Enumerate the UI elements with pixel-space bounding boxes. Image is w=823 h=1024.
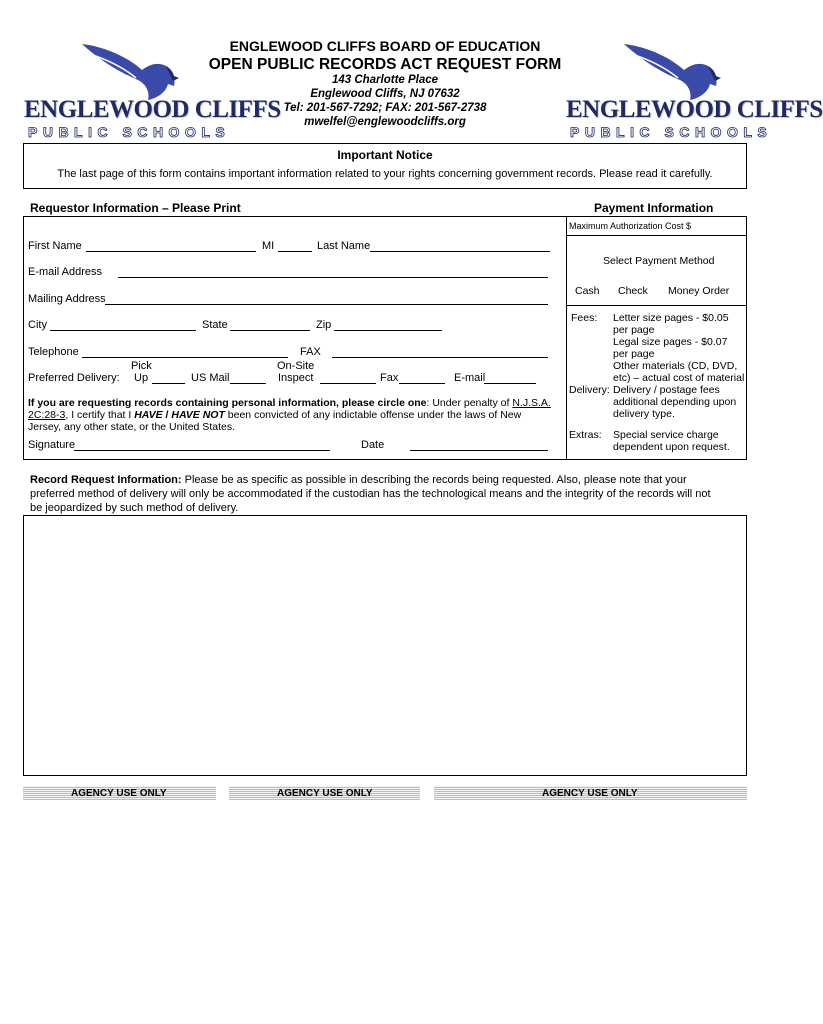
extras-label: Extras: (569, 429, 602, 441)
logo-right (566, 40, 823, 140)
date-field[interactable] (410, 450, 548, 451)
fees-line: Letter size pages - $0.05 (613, 312, 729, 324)
payment-divider (567, 305, 746, 306)
fees-list (613, 312, 744, 384)
city-label: City (28, 319, 47, 331)
personal-info-line-3: Jersey, any other state, or the United States. (28, 421, 235, 433)
telephone-label: Telephone (28, 346, 79, 358)
mailing-label: Mailing Address (28, 293, 106, 305)
payment-divider (567, 235, 746, 236)
fees-line: per page (613, 348, 655, 360)
fax-option-label: Fax (380, 372, 399, 384)
first-name-field[interactable] (86, 251, 256, 252)
first-name-label: First Name (28, 240, 82, 252)
eagle-icon (80, 40, 180, 102)
fees-line: per page (613, 324, 655, 336)
signature-label: Signature (28, 439, 76, 451)
zip-label: Zip (316, 319, 332, 331)
fax-label: FAX (300, 346, 321, 358)
address-line-1: 143 Charlotte Place (331, 74, 439, 86)
fees-label: Fees: (571, 312, 598, 324)
delivery-label: Delivery: (569, 384, 610, 396)
city-field[interactable] (50, 330, 196, 331)
delivery-line: additional depending upon (613, 396, 737, 408)
check-option[interactable]: Check (618, 285, 648, 297)
email-field[interactable] (118, 277, 548, 278)
extras-line: Special service charge (613, 429, 719, 441)
mi-label: MI (262, 240, 275, 252)
form-title: OPEN PUBLIC RECORDS ACT REQUEST FORM (208, 56, 562, 73)
delivery-list (613, 384, 736, 420)
mailing-field[interactable] (105, 304, 548, 305)
record-request-textarea[interactable] (23, 515, 747, 776)
contact-email: mwelfel@englewoodcliffs.org (304, 116, 466, 128)
inspect-label: Inspect (278, 372, 314, 384)
agency-use-block-2 (229, 786, 420, 800)
telephone-field[interactable] (82, 357, 288, 358)
signature-field[interactable] (74, 450, 330, 451)
last-name-field[interactable] (370, 251, 550, 252)
inspect-option[interactable] (320, 383, 376, 384)
fax-field[interactable] (332, 357, 548, 358)
fees-line: Legal size pages - $0.07 (613, 336, 728, 348)
logo-main-text: ENGLEWOOD CLIFFS (566, 96, 823, 123)
logo-sub-text: PUBLIC SCHOOLS (570, 124, 773, 140)
delivery-line: delivery type. (613, 408, 675, 420)
delivery-line: Delivery / postage fees (613, 384, 720, 396)
extras-line: dependent upon request. (613, 441, 730, 453)
logo-sub-text: PUBLIC SCHOOLS (28, 124, 231, 140)
notice-title: Important Notice (337, 148, 433, 162)
agency-use-label: AGENCY USE ONLY (71, 788, 167, 799)
email-label: E-mail Address (28, 266, 102, 278)
agency-use-label: AGENCY USE ONLY (277, 788, 373, 799)
payment-title: Payment Information (594, 201, 714, 215)
max-auth-label: Maximum Authorization Cost $ (569, 221, 692, 231)
address-line-2: Englewood Cliffs, NJ 07632 (310, 88, 460, 100)
select-payment-label: Select Payment Method (603, 255, 715, 267)
zip-field[interactable] (334, 330, 442, 331)
logo-main-text: ENGLEWOOD CLIFFS (24, 96, 281, 123)
mi-field[interactable] (278, 251, 312, 252)
fax-option[interactable] (399, 383, 445, 384)
pick-label: Pick (131, 360, 152, 372)
onsite-label: On-Site (277, 360, 315, 372)
org-name: ENGLEWOOD CLIFFS BOARD OF EDUCATION (229, 38, 541, 54)
agency-use-block-3 (434, 786, 747, 800)
personal-info-line-1: If you are requesting records containing personal information, please circle one: Under penalty of N.J.S.A. (28, 397, 551, 409)
record-request-line-1: Record Request Information: Please be as specific as possible in describing the records being requested. Also, please note that your (30, 474, 687, 486)
extras-list (613, 429, 730, 453)
us-mail-label: US Mail (191, 372, 230, 384)
requestor-title: Requestor Information – Please Print (30, 201, 241, 215)
payment-box (566, 216, 747, 460)
state-field[interactable] (230, 330, 310, 331)
important-notice-box (23, 143, 747, 189)
personal-info-line-2: 2C:28-3, I certify that I HAVE / HAVE NOT been convicted of any indictable offense under the laws of New (28, 409, 522, 421)
date-label: Date (361, 439, 385, 451)
logo-left (24, 40, 281, 140)
agency-use-block-1 (23, 786, 216, 800)
record-request-line-2: preferred method of delivery will only be accommodated if the custodian has the technological means and the integrity of the records will not (30, 488, 711, 500)
last-name-label: Last Name (317, 240, 371, 252)
agency-use-label: AGENCY USE ONLY (542, 788, 638, 799)
state-label: State (202, 319, 228, 331)
pickup-label: Up (134, 372, 149, 384)
have-not-option[interactable]: HAVE NOT (171, 409, 225, 421)
fees-line: Other materials (CD, DVD, (613, 360, 738, 372)
email-option-label: E-mail (454, 372, 486, 384)
pickup-option[interactable] (152, 383, 185, 384)
email-option[interactable] (484, 383, 536, 384)
contact-phone: Tel: 201-567-7292; FAX: 201-567-2738 (283, 102, 487, 114)
money-order-option[interactable]: Money Order (668, 285, 730, 297)
us-mail-option[interactable] (230, 383, 266, 384)
cash-option[interactable]: Cash (575, 285, 600, 297)
notice-text: The last page of this form contains important information related to your rights concerning government records. Please read it carefully. (57, 168, 713, 180)
have-option[interactable]: HAVE (134, 409, 163, 421)
preferred-delivery-label: Preferred Delivery: (28, 372, 120, 384)
eagle-icon (622, 40, 722, 102)
fees-line: etc) – actual cost of material (613, 372, 745, 384)
record-request-line-3: be jeopardized by such method of delivery. (30, 502, 239, 514)
